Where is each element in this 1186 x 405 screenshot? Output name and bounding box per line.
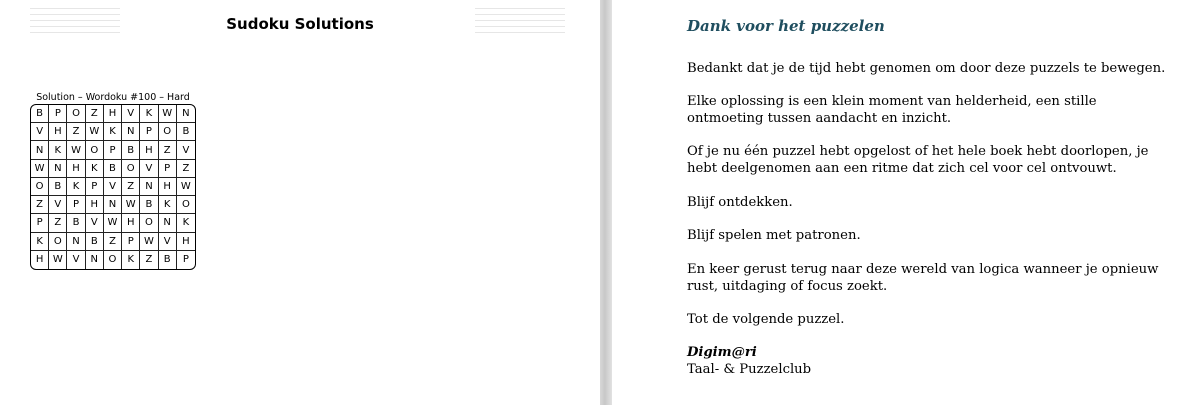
grid-cell: W (104, 214, 122, 232)
grid-cell: N (86, 251, 104, 269)
grid-cell: Z (86, 105, 104, 123)
grid-cell: O (177, 196, 195, 214)
paragraph: Elke oplossing is een klein moment van helderheid, een stille ontmoeting tussen aandacht en inzicht. (687, 94, 1097, 126)
grid-cell: W (86, 123, 104, 141)
grid-cell: W (122, 196, 140, 214)
grid-cell: H (177, 233, 195, 251)
grid-cell: K (49, 141, 67, 159)
grid-cell: V (31, 123, 49, 141)
grid-cell: V (104, 178, 122, 196)
grid-cell: H (49, 123, 67, 141)
signature-org: Taal- & Puzzelclub (687, 362, 812, 377)
grid-cell: O (159, 123, 177, 141)
grid-cell: P (49, 105, 67, 123)
grid-cell: V (86, 214, 104, 232)
grid-cell: K (86, 160, 104, 178)
grid-cell: Z (49, 214, 67, 232)
grid-cell: N (49, 160, 67, 178)
grid-cell: H (104, 105, 122, 123)
signature-name: Digim@ri (687, 345, 757, 360)
grid-cell: B (177, 123, 195, 141)
grid-cell: O (140, 214, 158, 232)
grid-cell: O (122, 160, 140, 178)
paragraph: Blijf spelen met patronen. (687, 228, 861, 243)
grid-cell: Z (159, 141, 177, 159)
grid-cell: P (140, 123, 158, 141)
grid-cell: V (67, 251, 85, 269)
grid-cell: N (122, 123, 140, 141)
grid-cell: W (159, 105, 177, 123)
grid-cell: H (31, 251, 49, 269)
grid-cell: Z (140, 251, 158, 269)
grid-cell: W (140, 233, 158, 251)
grid-cell: V (177, 141, 195, 159)
grid-cell: K (140, 105, 158, 123)
grid-cell: Z (104, 233, 122, 251)
grid-cell: O (49, 233, 67, 251)
grid-cell: H (159, 178, 177, 196)
grid-cell: P (31, 214, 49, 232)
grid-cell: K (177, 214, 195, 232)
grid-cell: B (49, 178, 67, 196)
grid-cell: P (67, 196, 85, 214)
grid-cell: B (67, 214, 85, 232)
paragraph: Tot de volgende puzzel. (687, 312, 845, 327)
paragraph: En keer gerust terug naar deze wereld van logica wanneer je opnieuw rust, uitdaging of focus zoekt. (687, 262, 1159, 294)
grid-cell: N (104, 196, 122, 214)
grid-cell: P (122, 233, 140, 251)
grid-cell: O (104, 251, 122, 269)
paragraph: Of je nu één puzzel hebt opgelost of het hele boek hebt doorlopen, je hebt deelgenomen aan een ritme dat zich cel voor cel ontvouwt. (687, 144, 1149, 176)
grid-cell: B (159, 251, 177, 269)
grid-cell: B (122, 141, 140, 159)
grid-cell: N (67, 233, 85, 251)
grid-cell: Z (31, 196, 49, 214)
grid-cell: P (182, 254, 189, 266)
paragraph: Blijf ontdekken. (687, 195, 793, 210)
grid-cell: H (122, 214, 140, 232)
grid-cell: V (159, 233, 177, 251)
grid-cell: P (86, 178, 104, 196)
grid-cell: P (104, 141, 122, 159)
grid-cell: Z (177, 160, 195, 178)
grid-cell: W (177, 178, 195, 196)
grid-cell: O (31, 178, 49, 196)
right-page (612, 0, 1186, 405)
grid-cell: N (159, 214, 177, 232)
grid-cell: K (159, 196, 177, 214)
grid-cell: P (159, 160, 177, 178)
grid-cell: N (177, 105, 195, 123)
grid-cell: Z (122, 178, 140, 196)
paragraph: Bedankt dat je de tijd hebt genomen om door deze puzzels te bewegen. (687, 61, 1166, 76)
grid-caption: Solution – Wordoku #100 – Hard (36, 92, 190, 103)
grid-cell: K (104, 123, 122, 141)
grid-cell: B (31, 105, 49, 123)
grid-cell: O (67, 105, 85, 123)
grid-cell: H (140, 141, 158, 159)
grid-cell: H (67, 160, 85, 178)
grid-cell: V (122, 105, 140, 123)
grid-cell: V (49, 196, 67, 214)
grid-cell: Z (67, 123, 85, 141)
wordoku-solution-grid (30, 104, 196, 270)
page-title: Sudoku Solutions (226, 15, 374, 33)
grid-cell: H (86, 196, 104, 214)
thank-you-title: Dank voor het puzzelen (687, 17, 885, 35)
grid-cell: K (31, 233, 49, 251)
grid-cell: W (31, 160, 49, 178)
grid-cell: K (67, 178, 85, 196)
grid-cell: B (104, 160, 122, 178)
grid-cell: V (140, 160, 158, 178)
grid-cell: B (140, 196, 158, 214)
grid-cell: N (140, 178, 158, 196)
grid-cell: K (122, 251, 140, 269)
grid-cell: B (86, 233, 104, 251)
grid-cell: W (49, 251, 67, 269)
grid-cell: N (31, 141, 49, 159)
grid-cell: W (67, 141, 85, 159)
grid-cell: O (86, 141, 104, 159)
page-divider (600, 0, 612, 405)
